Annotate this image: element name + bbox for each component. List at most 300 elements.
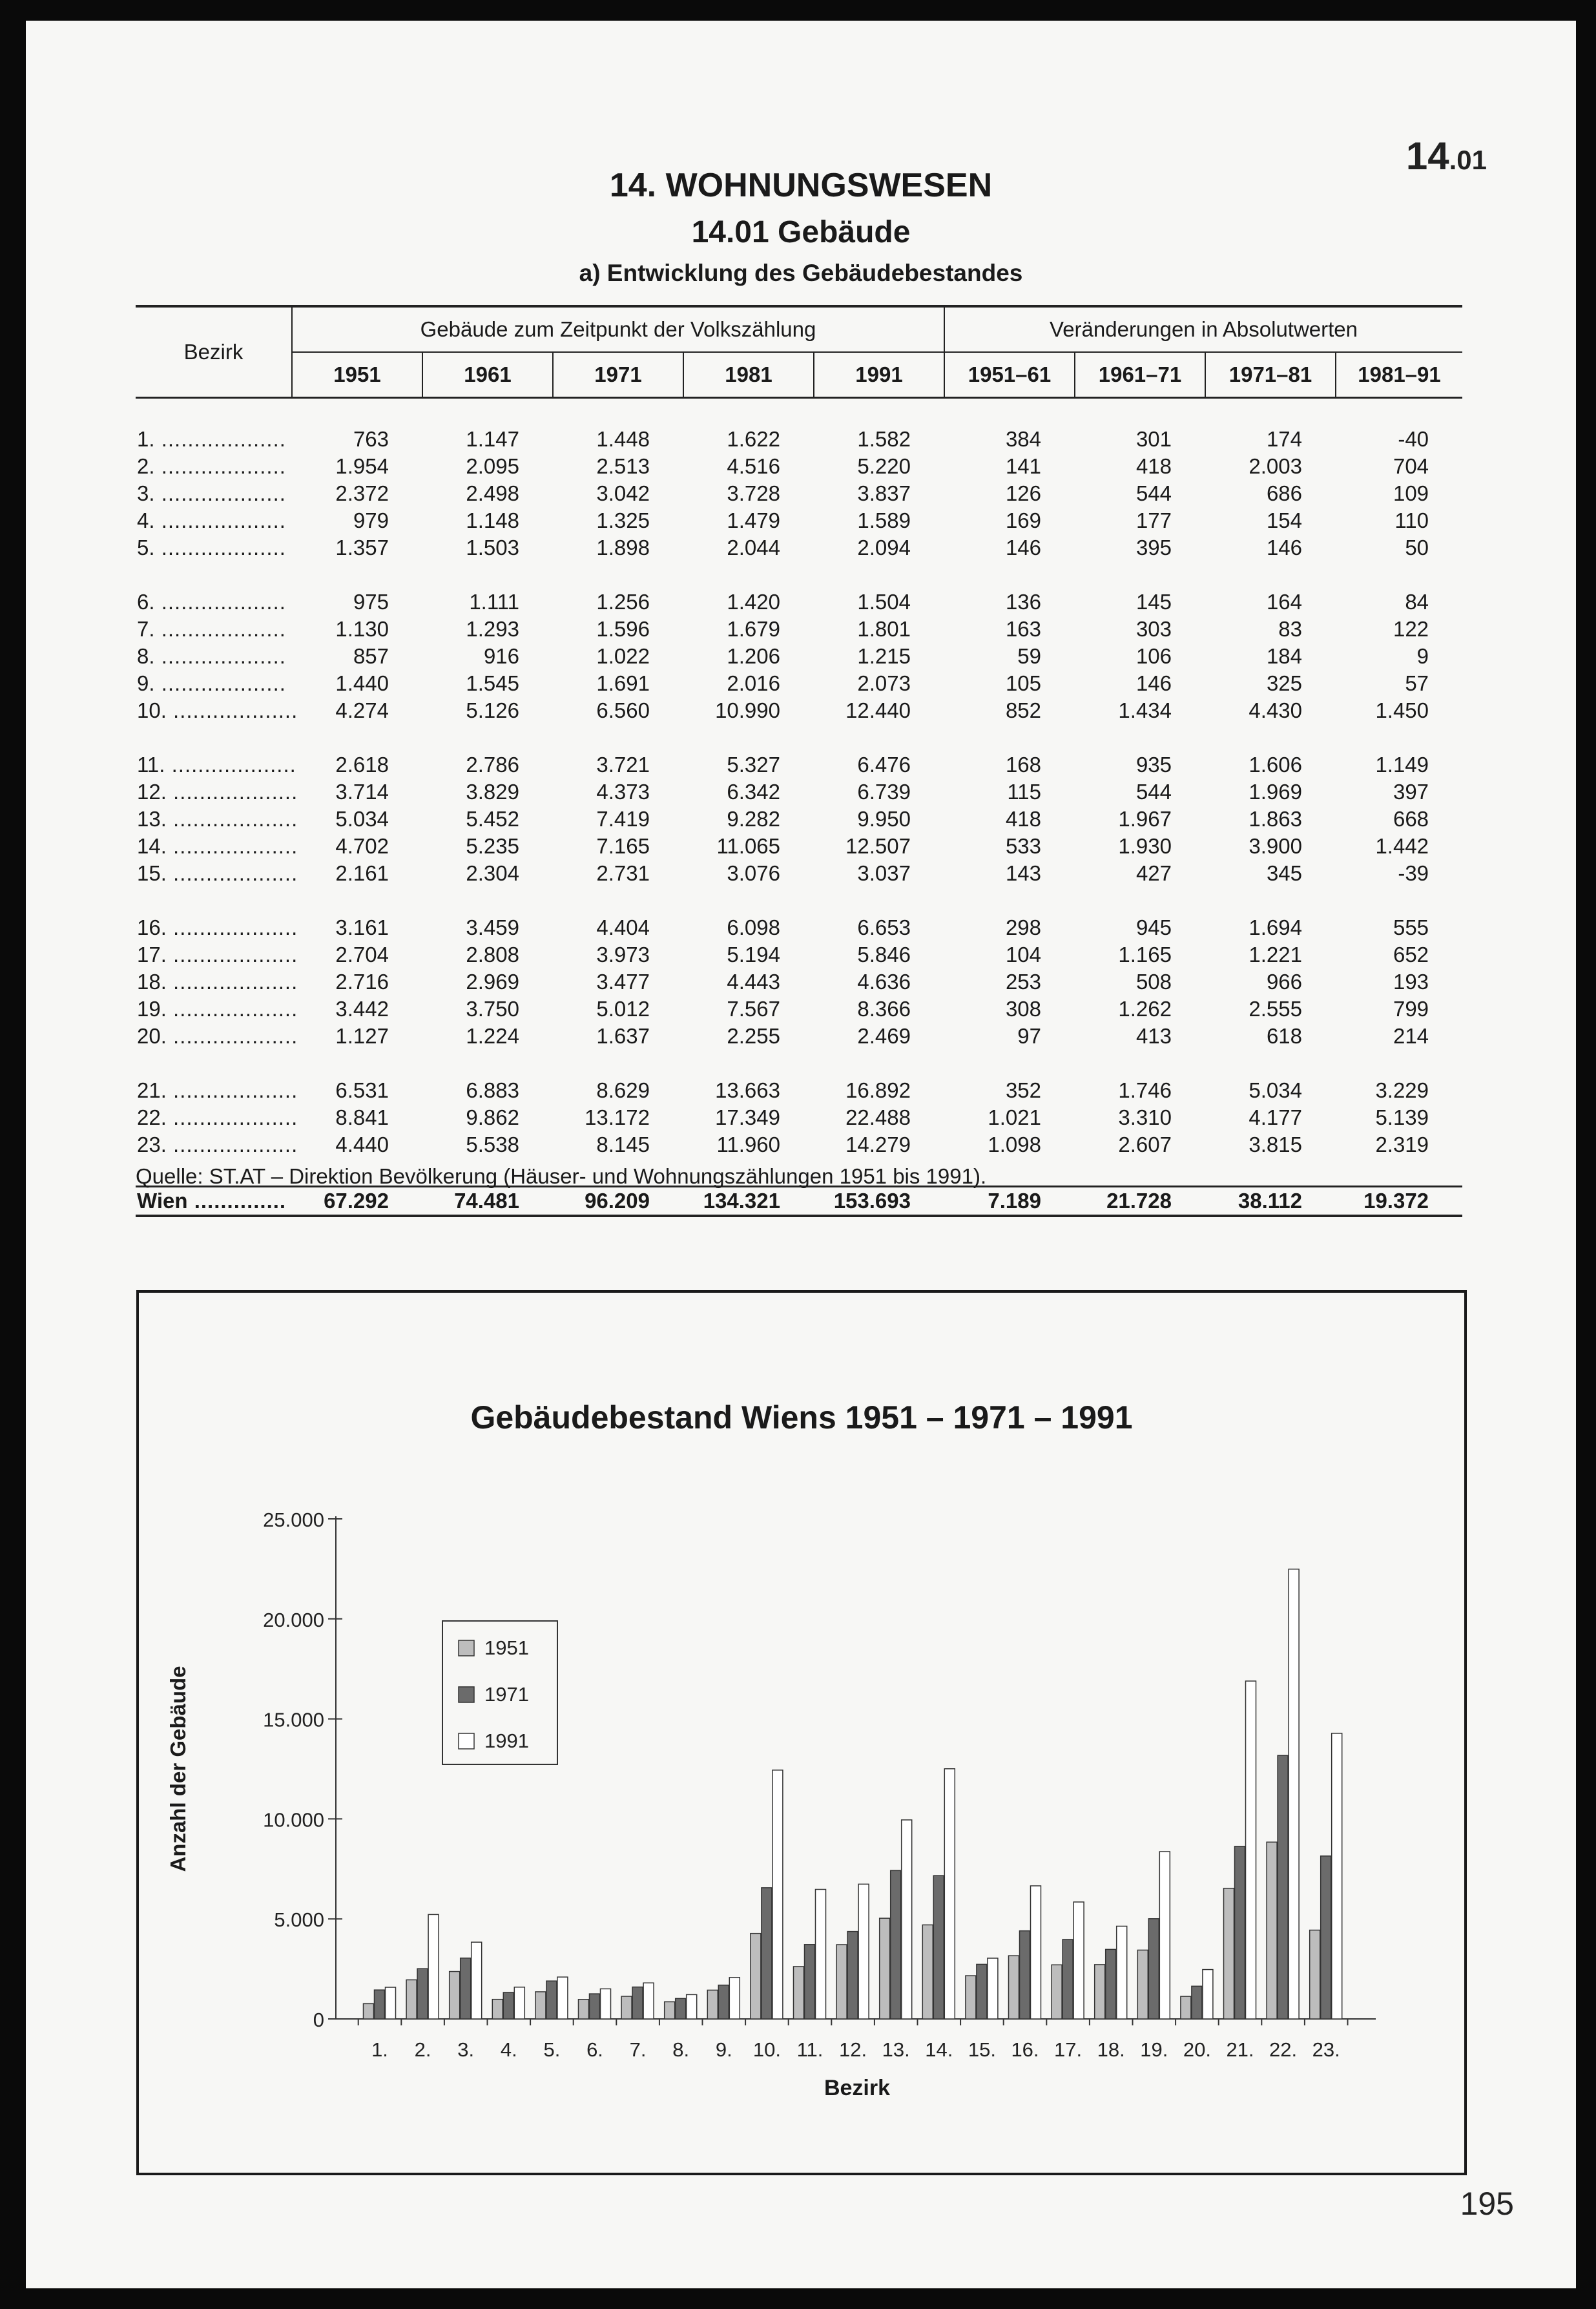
cell-value: 1.448 — [596, 427, 650, 451]
chart-frame — [136, 1290, 1467, 2175]
x-tick-label: 18. — [1097, 2038, 1125, 2061]
cell-change: 3.815 — [1249, 1133, 1302, 1156]
cell-bezirk: 16. ................... — [137, 915, 298, 939]
bar-1951 — [1181, 1996, 1191, 2019]
cell-change: 169 — [1005, 508, 1041, 532]
bar-1951 — [751, 1934, 761, 2019]
bar-1951 — [535, 1992, 546, 2019]
cell-change: 122 — [1393, 617, 1429, 641]
cell-value: 2.372 — [335, 481, 389, 505]
cell-value: 4.404 — [596, 915, 650, 939]
x-tick-label: 15. — [968, 2038, 996, 2061]
cell-value: 4.443 — [727, 970, 780, 994]
cell-change: 59 — [1017, 644, 1041, 668]
bar-1951 — [922, 1925, 933, 2019]
x-tick-label: 8. — [672, 2038, 690, 2061]
cell-value: 6.531 — [335, 1078, 389, 1102]
bar-1971 — [1106, 1949, 1116, 2019]
cell-value: 2.161 — [335, 861, 389, 885]
cell-change: 301 — [1135, 427, 1172, 451]
cell-value: 1.622 — [727, 427, 780, 451]
cell-bezirk: 7. ................... — [137, 617, 286, 641]
cell-value: 1.127 — [335, 1024, 389, 1048]
document-page — [26, 21, 1576, 2288]
table-row — [136, 643, 1462, 670]
cell-value: 1.148 — [466, 508, 519, 532]
cell-change: 384 — [1005, 427, 1041, 451]
bar-1991 — [687, 1994, 697, 2019]
table-row — [136, 426, 1462, 453]
x-tick-label: 14. — [925, 2038, 953, 2061]
legend-swatch-1991 — [459, 1733, 474, 1749]
cell-value: 1.479 — [727, 508, 780, 532]
cell-change: 618 — [1266, 1024, 1302, 1048]
bar-1991 — [386, 1987, 396, 2019]
cell-bezirk: 21. ................... — [137, 1078, 298, 1102]
cell-bezirk: 22. ................... — [137, 1105, 298, 1129]
col-header-period: 1961–71 — [1075, 352, 1205, 398]
cell-bezirk: 3. ................... — [137, 481, 286, 505]
cell-change: 141 — [1005, 454, 1041, 478]
x-tick-label: 7. — [629, 2038, 647, 2061]
bar-1971 — [632, 1987, 643, 2019]
bar-1991 — [557, 1977, 568, 2019]
cell-change: 1.863 — [1249, 807, 1302, 831]
cell-value: 5.034 — [335, 807, 389, 831]
cell-value: 1.545 — [466, 671, 519, 695]
table-row — [136, 1104, 1462, 1131]
bar-1991 — [1073, 1902, 1084, 2019]
cell-bezirk: 20. ................... — [137, 1024, 298, 1048]
cell-value: 16.892 — [845, 1078, 911, 1102]
cell-value: 2.094 — [857, 536, 911, 559]
cell-value: 1.130 — [335, 617, 389, 641]
cell-value: 3.728 — [727, 481, 780, 505]
cell-change: 799 — [1393, 997, 1429, 1021]
bar-1991 — [772, 1770, 783, 2019]
cell-value: 6.739 — [857, 780, 911, 804]
cell-value: 2.304 — [466, 861, 519, 885]
x-tick-label: 9. — [715, 2038, 732, 2061]
x-tick-label: 17. — [1054, 2038, 1083, 2061]
cell-value: 763 — [353, 427, 389, 451]
cell-change: 154 — [1266, 508, 1302, 532]
bar-1991 — [1117, 1926, 1127, 2019]
bar-1991 — [729, 1978, 740, 2019]
bar-1951 — [450, 1972, 460, 2019]
bar-1951 — [1009, 1956, 1019, 2019]
col-header-period: 1951–61 — [944, 352, 1075, 398]
cell-bezirk: 18. ................... — [137, 970, 298, 994]
cell-value: 6.476 — [857, 753, 911, 777]
cell-value: 1.224 — [466, 1024, 519, 1048]
bar-1951 — [1095, 1965, 1105, 2019]
x-tick-label: 2. — [414, 2038, 431, 2061]
cell-change: 146 — [1005, 536, 1041, 559]
group-header-census: Gebäude zum Zeitpunkt der Volkszählung — [292, 306, 944, 352]
bar-1991 — [1332, 1733, 1342, 2019]
cell-value: 9.862 — [466, 1105, 519, 1129]
x-tick-label: 6. — [586, 2038, 603, 2061]
table-row — [136, 534, 1462, 561]
cell-change: 177 — [1135, 508, 1172, 532]
cell-value: 5.538 — [466, 1133, 519, 1156]
main-title: 14. WOHNUNGSWESEN — [609, 167, 993, 204]
bar-1951 — [1052, 1965, 1062, 2019]
table-total-row — [136, 1187, 1462, 1217]
col-header-year: 1981 — [683, 352, 814, 398]
cell-change: 83 — [1278, 617, 1302, 641]
cell-value: 8.145 — [596, 1133, 650, 1156]
x-tick-label: 1. — [371, 2038, 388, 2061]
cell-value: 13.663 — [715, 1078, 780, 1102]
section-code: 14.01 — [1405, 134, 1487, 178]
table-row — [136, 914, 1462, 941]
cell-bezirk: 15. ................... — [137, 861, 298, 885]
cell-change: 303 — [1135, 617, 1172, 641]
bar-1991 — [988, 1958, 998, 2019]
cell-value: 11.960 — [716, 1133, 780, 1156]
bar-1971 — [805, 1945, 815, 2019]
sub-title: 14.01 Gebäude — [691, 215, 911, 249]
cell-value: 3.042 — [596, 481, 650, 505]
cell-change: 146 — [1135, 671, 1172, 695]
bar-1991 — [1246, 1681, 1256, 2019]
cell-change: 97 — [1017, 1024, 1041, 1048]
cell-value: 5.846 — [857, 943, 911, 966]
cell-value: 7.165 — [596, 834, 650, 858]
cell-change: 508 — [1135, 970, 1172, 994]
bar-1971 — [503, 1992, 513, 2019]
cell-value: 8.366 — [857, 997, 911, 1021]
cell-value: 1.954 — [335, 454, 389, 478]
bar-1991 — [1031, 1886, 1041, 2019]
cell-change: 1.098 — [988, 1133, 1041, 1156]
cell-change: 668 — [1393, 807, 1429, 831]
cell-change: 163 — [1005, 617, 1041, 641]
cell-value: 6.342 — [727, 780, 780, 804]
x-tick-label: 10. — [752, 2038, 781, 2061]
cell-change: 397 — [1393, 780, 1429, 804]
cell-value: 1.504 — [857, 590, 911, 614]
col-header-year: 1991 — [814, 352, 944, 398]
bar-1971 — [891, 1870, 901, 2019]
cell-change: 555 — [1393, 915, 1429, 939]
table-row — [136, 1131, 1462, 1158]
legend-label: 1951 — [484, 1636, 529, 1659]
cell-change: 352 — [1005, 1078, 1041, 1102]
bar-1971 — [590, 1994, 600, 2019]
cell-change: 1.149 — [1375, 753, 1429, 777]
cell-change: 110 — [1394, 508, 1429, 532]
y-tick-label: 25.000 — [263, 1509, 324, 1531]
cell-bezirk: 14. ................... — [137, 834, 298, 858]
table-row — [136, 589, 1462, 616]
cell-value: 1.256 — [596, 590, 650, 614]
bar-1951 — [1137, 1950, 1148, 2019]
bar-1971 — [1235, 1846, 1245, 2019]
col-header-year: 1971 — [553, 352, 683, 398]
bar-1951 — [1267, 1842, 1277, 2019]
cell-change: 1.694 — [1249, 915, 1302, 939]
cell-value: 2.731 — [596, 861, 650, 885]
cell-value: 12.507 — [845, 834, 911, 858]
x-axis-label: Bezirk — [824, 2076, 891, 2100]
cell-change: 418 — [1005, 807, 1041, 831]
cell-bezirk: 19. ................... — [137, 997, 298, 1021]
cell-change: 105 — [1005, 671, 1041, 695]
legend-swatch-1951 — [459, 1640, 474, 1656]
cell-change: 3.229 — [1375, 1078, 1429, 1102]
cell-change: 184 — [1266, 644, 1302, 668]
x-tick-label: 22. — [1269, 2038, 1298, 2061]
bar-1971 — [933, 1875, 944, 2019]
cell-value: 916 — [483, 644, 519, 668]
cell-value: 153.693 — [814, 1187, 944, 1217]
bar-1971 — [1062, 1939, 1073, 2019]
cell-change: 1.262 — [1118, 997, 1172, 1021]
cell-value: 1.206 — [727, 644, 780, 668]
cell-change: -40 — [1398, 427, 1429, 451]
cell-value: 3.837 — [857, 481, 911, 505]
table-row — [136, 1077, 1462, 1104]
table-row — [136, 778, 1462, 806]
cell-value: 3.442 — [335, 997, 389, 1021]
cell-value: 12.440 — [845, 698, 911, 722]
col-header-period: 1971–81 — [1205, 352, 1336, 398]
table-row — [136, 751, 1462, 778]
cell-value: 3.973 — [596, 943, 650, 966]
cell-value: 3.161 — [335, 915, 389, 939]
cell-change: 84 — [1405, 590, 1429, 614]
cell-change: 5.034 — [1249, 1078, 1302, 1102]
cell-value: 2.808 — [466, 943, 519, 966]
bar-1951 — [1310, 1930, 1320, 2019]
bar-1991 — [816, 1890, 826, 2019]
cell-change: 7.189 — [944, 1187, 1075, 1217]
cell-change: 57 — [1405, 671, 1429, 695]
bar-1951 — [364, 2003, 374, 2019]
bar-1971 — [847, 1932, 858, 2019]
x-tick-label: 12. — [839, 2038, 867, 2061]
bar-1971 — [461, 1958, 471, 2019]
cell-value: 2.073 — [857, 671, 911, 695]
cell-change: 106 — [1135, 644, 1172, 668]
cell-value: 4.373 — [596, 780, 650, 804]
cell-value: 5.235 — [466, 834, 519, 858]
cell-change: 214 — [1393, 1024, 1429, 1048]
cell-value: 8.841 — [335, 1105, 389, 1129]
cell-value: 2.513 — [596, 454, 650, 478]
cell-value: 6.653 — [857, 915, 911, 939]
cell-value: 1.589 — [857, 508, 911, 532]
cell-change: 544 — [1135, 481, 1172, 505]
bar-1951 — [406, 1980, 417, 2019]
cell-value: 6.560 — [596, 698, 650, 722]
bar-1991 — [601, 1989, 611, 2019]
cell-value: 9.950 — [857, 807, 911, 831]
cell-value: 1.691 — [596, 671, 650, 695]
cell-value: 5.220 — [857, 454, 911, 478]
cell-change: 1.165 — [1118, 943, 1172, 966]
col-header-bezirk: Bezirk — [136, 306, 292, 398]
cell-change: 3.310 — [1118, 1105, 1172, 1129]
cell-change: 533 — [1005, 834, 1041, 858]
cell-value: 1.582 — [857, 427, 911, 451]
x-tick-label: 16. — [1011, 2038, 1039, 2061]
cell-value: 4.516 — [727, 454, 780, 478]
cell-change: 193 — [1393, 970, 1429, 994]
legend-label: 1991 — [484, 1729, 529, 1752]
cell-change: 3.900 — [1249, 834, 1302, 858]
table-row — [136, 941, 1462, 968]
x-tick-label: 13. — [882, 2038, 910, 2061]
cell-change: 1.969 — [1249, 780, 1302, 804]
cell-change: 935 — [1135, 753, 1172, 777]
cell-value: 1.022 — [596, 644, 650, 668]
cell-change: 1.606 — [1249, 753, 1302, 777]
cell-bezirk: 11. ................... — [137, 753, 296, 777]
bar-1971 — [1321, 1856, 1331, 2019]
bar-1971 — [1192, 1986, 1202, 2019]
x-tick-label: 21. — [1226, 2038, 1254, 2061]
cell-value: 2.786 — [466, 753, 519, 777]
cell-value: 1.147 — [466, 427, 519, 451]
cell-value: 5.194 — [727, 943, 780, 966]
cell-value: 17.349 — [715, 1105, 780, 1129]
bar-1991 — [428, 1914, 439, 2019]
cell-value: 1.215 — [857, 644, 911, 668]
cell-bezirk: 23. ................... — [137, 1133, 298, 1156]
cell-value: 4.702 — [335, 834, 389, 858]
cell-change: 50 — [1405, 536, 1429, 559]
cell-value: 7.567 — [727, 997, 780, 1021]
cell-value: 4.440 — [335, 1133, 389, 1156]
cell-change: 325 — [1266, 671, 1302, 695]
table-row — [136, 806, 1462, 833]
cell-change: 145 — [1135, 590, 1172, 614]
bar-1951 — [794, 1967, 804, 2019]
bar-1991 — [1159, 1852, 1170, 2019]
cell-value: 74.481 — [422, 1187, 553, 1217]
table-row — [136, 833, 1462, 860]
cell-bezirk: 12. ................... — [137, 780, 298, 804]
cell-value: 3.477 — [596, 970, 650, 994]
cell-bezirk: 9. ................... — [137, 671, 286, 695]
bar-1991 — [902, 1820, 912, 2019]
cell-change: 115 — [1007, 780, 1041, 804]
cell-value: 1.596 — [596, 617, 650, 641]
cell-value: 14.279 — [845, 1133, 911, 1156]
cell-change: 704 — [1393, 454, 1429, 478]
group-header-changes: Veränderungen in Absolutwerten — [944, 306, 1462, 352]
cell-change: 174 — [1266, 427, 1302, 451]
cell-value: 67.292 — [292, 1187, 422, 1217]
cell-bezirk: 17. ................... — [137, 943, 298, 966]
bar-1951 — [579, 2000, 589, 2019]
cell-change: 945 — [1135, 915, 1172, 939]
bar-1971 — [762, 1888, 772, 2019]
table-row — [136, 1023, 1462, 1050]
cell-change: 19.372 — [1336, 1187, 1462, 1217]
bar-1991 — [944, 1769, 955, 2019]
bar-1991 — [472, 1942, 482, 2019]
cell-change: 1.967 — [1118, 807, 1172, 831]
cell-change: 345 — [1266, 861, 1302, 885]
cell-value: 6.098 — [727, 915, 780, 939]
cell-change: 1.930 — [1118, 834, 1172, 858]
chart-title: Gebäudebestand Wiens 1951 – 1971 – 1991 — [470, 1399, 1133, 1436]
table-caption: a) Entwicklung des Gebäudebestandes — [579, 260, 1023, 286]
x-tick-label: 20. — [1183, 2038, 1211, 2061]
cell-value: 134.321 — [683, 1187, 814, 1217]
y-tick-label: 0 — [313, 2009, 324, 2031]
source-note: Quelle: ST.AT – Direktion Bevölkerung (Häuser- und Wohnungszählungen 1951 bis 1991). — [136, 1164, 987, 1188]
cell-value: 2.618 — [335, 753, 389, 777]
cell-value: 3.076 — [727, 861, 780, 885]
x-tick-label: 19. — [1140, 2038, 1168, 2061]
cell-change: 164 — [1266, 590, 1302, 614]
y-tick-label: 10.000 — [263, 1808, 324, 1832]
bar-1971 — [546, 1981, 557, 2019]
cell-change: 168 — [1005, 753, 1041, 777]
col-header-year: 1961 — [422, 352, 553, 398]
cell-change: 852 — [1005, 698, 1041, 722]
cell-value: 1.293 — [466, 617, 519, 641]
bar-1991 — [643, 1983, 654, 2019]
col-header-period: 1981–91 — [1336, 352, 1462, 398]
cell-value: 1.801 — [857, 617, 911, 641]
cell-value: 2.969 — [466, 970, 519, 994]
cell-value: 3.037 — [857, 861, 911, 885]
cell-value: 5.452 — [466, 807, 519, 831]
bar-1971 — [977, 1964, 987, 2019]
bar-1991 — [858, 1884, 869, 2019]
cell-value: 5.327 — [727, 753, 780, 777]
cell-value: 1.503 — [466, 536, 519, 559]
cell-value: 10.990 — [715, 698, 780, 722]
table-row — [136, 480, 1462, 507]
cell-change: 109 — [1393, 481, 1429, 505]
table-row — [136, 968, 1462, 996]
bar-1951 — [966, 1976, 976, 2019]
cell-value: 2.016 — [727, 671, 780, 695]
bar-1991 — [1289, 1569, 1299, 2019]
cell-bezirk: Wien .............. — [136, 1187, 292, 1217]
cell-value: 2.498 — [466, 481, 519, 505]
table-row — [136, 616, 1462, 643]
cell-value: 22.488 — [845, 1105, 911, 1129]
y-axis-label: Anzahl der Gebäude — [166, 1666, 190, 1872]
cell-bezirk: 2. ................... — [137, 454, 286, 478]
cell-change: 395 — [1135, 536, 1172, 559]
bar-1991 — [514, 1987, 524, 2019]
bar-1951 — [665, 2001, 675, 2019]
cell-change: 1.746 — [1118, 1078, 1172, 1102]
legend-label: 1971 — [484, 1683, 529, 1706]
cell-change: 2.607 — [1118, 1133, 1172, 1156]
cell-change: 2.555 — [1249, 997, 1302, 1021]
cell-value: 96.209 — [553, 1187, 683, 1217]
cell-value: 2.704 — [335, 943, 389, 966]
cell-value: 9.282 — [727, 807, 780, 831]
y-tick-label: 5.000 — [274, 1908, 324, 1932]
cell-value: 1.420 — [727, 590, 780, 614]
cell-value: 1.440 — [335, 671, 389, 695]
cell-value: 1.111 — [469, 590, 519, 614]
cell-value: 11.065 — [716, 834, 780, 858]
legend-swatch-1971 — [459, 1687, 474, 1702]
